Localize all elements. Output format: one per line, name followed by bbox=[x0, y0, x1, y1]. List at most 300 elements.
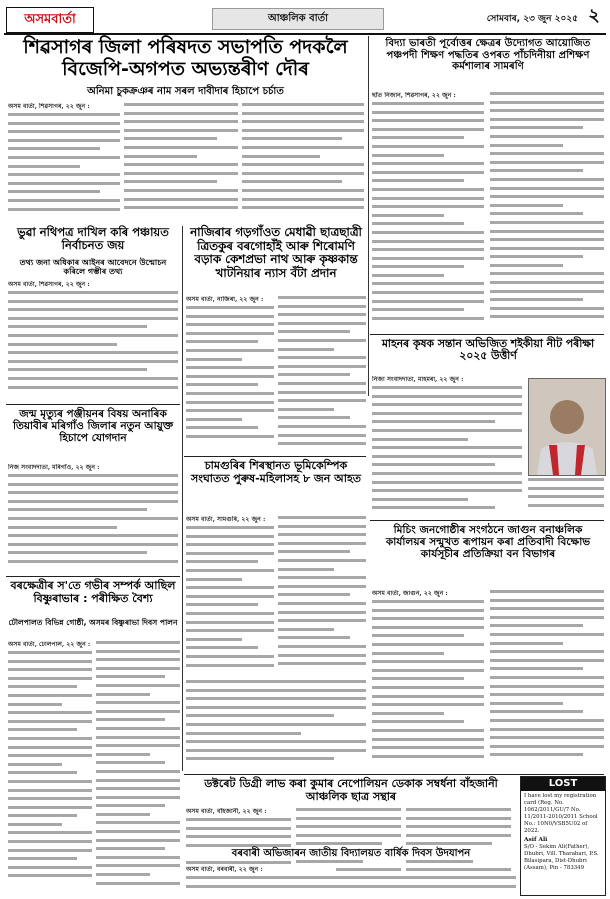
text-line bbox=[372, 205, 484, 208]
text-line bbox=[242, 112, 364, 115]
text-line bbox=[490, 728, 604, 731]
text-line bbox=[372, 412, 522, 415]
text-line bbox=[186, 697, 366, 700]
text-line bbox=[278, 365, 366, 368]
text-line bbox=[490, 650, 604, 653]
text-line bbox=[8, 182, 120, 185]
text-line bbox=[124, 172, 238, 175]
text-line bbox=[278, 313, 366, 316]
text-line bbox=[8, 677, 92, 680]
text-line bbox=[186, 569, 274, 572]
text-line bbox=[8, 660, 92, 663]
text-line bbox=[296, 817, 401, 820]
text-line bbox=[406, 860, 473, 863]
samaguri-clash-headline: চামগুৰিৰ শিৰস্থানত ভূমিকেম্পিক সংঘাতত পুৰুষ-মহিলাসহ ৮ জন আহত bbox=[190, 459, 362, 485]
section-banner: আঞ্চলিক বাৰ্তা bbox=[212, 8, 384, 30]
text-line bbox=[124, 198, 238, 201]
text-line bbox=[490, 685, 604, 688]
text-line bbox=[186, 552, 274, 555]
text-line bbox=[186, 844, 291, 847]
text-line bbox=[8, 534, 178, 537]
text-line bbox=[8, 849, 92, 852]
text-line bbox=[124, 120, 238, 123]
text-line bbox=[490, 616, 604, 619]
text-line bbox=[186, 876, 516, 879]
rule bbox=[370, 334, 604, 335]
text-line bbox=[186, 578, 242, 581]
text-line bbox=[186, 586, 274, 589]
text-line bbox=[372, 609, 484, 612]
text-line bbox=[490, 230, 604, 233]
text-line bbox=[490, 719, 604, 722]
text-line bbox=[490, 92, 604, 95]
school-day-body bbox=[186, 876, 516, 894]
text-line bbox=[278, 434, 366, 437]
text-line bbox=[490, 290, 604, 293]
text-line bbox=[186, 595, 274, 598]
text-line bbox=[96, 667, 180, 670]
text-line bbox=[8, 500, 178, 503]
text-line bbox=[8, 113, 120, 116]
text-line bbox=[186, 740, 366, 743]
text-line bbox=[186, 646, 258, 649]
text-line bbox=[490, 590, 604, 593]
text-line bbox=[8, 711, 92, 714]
text-line bbox=[372, 136, 464, 139]
text-line bbox=[8, 377, 178, 380]
bishnu-rabha-body-col2 bbox=[96, 641, 180, 891]
portrait-photo bbox=[528, 378, 606, 476]
fake-documents-dateline: অসম বাৰ্তা, শিৱসাগৰ, ২২ জুন : bbox=[8, 281, 90, 288]
samaguri-clash-body-col1 bbox=[186, 526, 274, 676]
text-line bbox=[278, 645, 366, 648]
text-line bbox=[372, 102, 484, 105]
text-line bbox=[242, 120, 364, 123]
text-line bbox=[278, 339, 366, 342]
text-line bbox=[186, 535, 274, 538]
lost-notice bbox=[520, 776, 606, 896]
text-line bbox=[406, 834, 511, 837]
text-line bbox=[372, 438, 468, 441]
text-line bbox=[96, 830, 180, 833]
text-line bbox=[372, 652, 444, 655]
text-line bbox=[490, 307, 604, 310]
text-line bbox=[8, 728, 77, 731]
text-line bbox=[96, 873, 150, 876]
text-line bbox=[96, 864, 180, 867]
text-line bbox=[96, 770, 180, 773]
text-line bbox=[186, 714, 334, 717]
bishnu-rabha-headline: বৰক্ষেত্ৰীৰ স'তে গভীৰ সম্পৰ্ক আছিল বিষ্ণুৰাভাৰ : পৰীক্ষিত বৈশ্য bbox=[10, 579, 176, 605]
text-line bbox=[186, 680, 366, 683]
lead-dateline: অসম বাৰ্তা, শিৱসাগৰ, ২২ জুন : bbox=[8, 103, 90, 110]
text-line bbox=[8, 130, 120, 133]
text-line bbox=[372, 300, 484, 303]
text-line bbox=[372, 128, 484, 131]
school-day-dateline: অসম বাৰ্তা, বৰবাৰী, ২২ জুন : bbox=[186, 866, 336, 875]
text-line bbox=[490, 736, 604, 739]
text-line bbox=[278, 662, 366, 665]
text-line bbox=[8, 334, 178, 337]
lost-notice-body: I have lost my registration card (Reg. No. 1062/2011/GU/7 No. 11/2011-2010/2011 School No.: 10N0/VSB5U02 of 2022. bbox=[524, 793, 598, 834]
birth-death-dateline: নিজ সংবাদদাতা, মৰিগাঁও, ২২ জুন : bbox=[8, 464, 100, 471]
text-line bbox=[490, 118, 604, 121]
text-line bbox=[278, 559, 366, 562]
text-line bbox=[296, 825, 401, 828]
text-line bbox=[372, 420, 495, 423]
text-line bbox=[278, 348, 334, 351]
text-line bbox=[372, 111, 484, 114]
text-line bbox=[296, 860, 363, 863]
text-line bbox=[186, 366, 274, 369]
bishnu-rabha-subhead: ঢৌলপালত বিভিন্ন গোষ্ঠী, অসমৰ বিষ্ণুৰাভা দিবস পালন bbox=[8, 618, 178, 627]
text-line bbox=[490, 238, 604, 241]
vidya-bharati-headline: বিদ্যা ভাৰতী পূৰ্বোত্তৰ ক্ষেত্ৰৰ উদ্যোগত আয়োজিত পঞ্চপদী শিক্ষণ পদ্ধতিৰ ওপৰত পাঁচদিনীয়া প্ৰশিক্ষণ কৰ্মশালাৰ সামৰণি bbox=[385, 38, 591, 73]
text-line bbox=[372, 677, 464, 680]
text-line bbox=[124, 146, 238, 149]
rule bbox=[6, 576, 180, 577]
neet-dateline: নিজা সংবাদদাতা, মাহমৰা, ২২ জুন : bbox=[372, 376, 464, 383]
text-line bbox=[186, 689, 366, 692]
text-line bbox=[490, 298, 583, 301]
text-line bbox=[186, 358, 242, 361]
text-line bbox=[96, 701, 180, 704]
text-line bbox=[278, 525, 366, 528]
text-line bbox=[372, 317, 484, 320]
lost-notice-name: Asif Ali bbox=[524, 837, 548, 843]
text-line bbox=[8, 694, 92, 697]
column-rule bbox=[368, 36, 369, 396]
text-line bbox=[186, 332, 274, 335]
text-line bbox=[8, 543, 178, 546]
text-line bbox=[490, 676, 604, 679]
text-line bbox=[372, 308, 464, 311]
text-line bbox=[372, 729, 484, 732]
text-line bbox=[278, 382, 366, 385]
text-line bbox=[96, 641, 180, 644]
text-line bbox=[372, 489, 522, 492]
text-line bbox=[372, 738, 484, 741]
text-line bbox=[96, 727, 180, 730]
text-line bbox=[372, 720, 464, 723]
text-line bbox=[490, 599, 604, 602]
text-line bbox=[406, 817, 511, 820]
text-line bbox=[8, 173, 120, 176]
text-line bbox=[372, 291, 484, 294]
text-line bbox=[490, 272, 604, 275]
text-line bbox=[124, 112, 238, 115]
text-line bbox=[278, 533, 366, 536]
text-line bbox=[372, 446, 522, 449]
text-line bbox=[8, 840, 92, 843]
text-line bbox=[8, 720, 92, 723]
text-line bbox=[96, 718, 165, 721]
text-line bbox=[372, 498, 468, 501]
text-line bbox=[186, 409, 274, 412]
text-line bbox=[8, 325, 147, 328]
text-line bbox=[8, 823, 62, 826]
text-line bbox=[490, 633, 604, 636]
text-line bbox=[186, 827, 291, 830]
text-line bbox=[8, 208, 120, 211]
lead-body-col1 bbox=[8, 113, 120, 223]
text-line bbox=[124, 163, 238, 166]
text-line bbox=[372, 171, 484, 174]
text-line bbox=[372, 634, 464, 637]
text-line bbox=[490, 144, 563, 147]
text-line bbox=[278, 593, 350, 596]
text-line bbox=[124, 189, 238, 192]
text-line bbox=[490, 702, 563, 705]
lost-notice-title: LOST bbox=[521, 777, 605, 791]
text-line bbox=[278, 576, 366, 579]
text-line bbox=[96, 710, 180, 713]
text-line bbox=[8, 771, 77, 774]
text-line bbox=[528, 495, 604, 498]
text-line bbox=[372, 162, 484, 165]
text-line bbox=[372, 222, 464, 225]
text-line bbox=[490, 212, 583, 215]
text-line bbox=[96, 761, 165, 764]
text-line bbox=[490, 281, 604, 284]
text-line bbox=[490, 659, 604, 662]
school-day-headline: বৰবাৰী অভিজাৰন জাতীয় বিদ্যালয়ত বাৰ্ষিক দিবস উদযাপন bbox=[186, 848, 516, 860]
text-line bbox=[372, 403, 522, 406]
text-line bbox=[490, 161, 604, 164]
text-line bbox=[278, 602, 366, 605]
text-line bbox=[8, 560, 178, 563]
text-line bbox=[490, 247, 604, 250]
missing-protest-body-col2 bbox=[490, 590, 604, 770]
text-line bbox=[528, 487, 604, 490]
text-line bbox=[372, 282, 484, 285]
vidya-bharati-body-col2 bbox=[490, 92, 604, 332]
text-line bbox=[96, 693, 150, 696]
text-line bbox=[8, 763, 62, 766]
nazira-award-dateline: অসম বাৰ্তা, নাজিৰা, ২২ জুন : bbox=[186, 296, 264, 303]
text-line bbox=[278, 542, 366, 545]
text-line bbox=[490, 109, 604, 112]
neet-body-lower bbox=[528, 478, 604, 516]
text-line bbox=[8, 703, 62, 706]
doctorate-felicitation-dateline: অসম বাৰ্তা, বাঁহজানী, ২২ জুন : bbox=[186, 808, 267, 815]
text-line bbox=[278, 628, 334, 631]
text-line bbox=[372, 506, 495, 509]
text-line bbox=[372, 617, 484, 620]
text-line bbox=[8, 308, 178, 311]
text-line bbox=[96, 736, 180, 739]
text-line bbox=[490, 607, 604, 610]
column-rule bbox=[182, 226, 183, 771]
text-line bbox=[372, 197, 484, 200]
text-line bbox=[186, 526, 274, 529]
text-line bbox=[186, 543, 274, 546]
text-line bbox=[372, 265, 464, 268]
text-line bbox=[372, 472, 522, 475]
text-line bbox=[490, 195, 604, 198]
text-line bbox=[96, 804, 165, 807]
text-line bbox=[278, 296, 366, 299]
text-line bbox=[406, 825, 511, 828]
text-line bbox=[278, 391, 366, 394]
issue-date: সোমবাৰ, ২৩ জুন ২০২৫ bbox=[486, 14, 578, 24]
text-line bbox=[186, 723, 366, 726]
nazira-award-headline: নাজিৰাৰ গড়গাঁওত মেধাৱী ছাত্ৰছাত্ৰী ত্ৰিতকুৰ বৰগোহাঁই আৰু শিৰোমণি বড়াক কেশপ্ৰভা নাথ আৰু কৃষ্ণকান্ত খাটনিয়াৰ ন্যাস বঁটা প্ৰদান bbox=[190, 225, 362, 280]
text-line bbox=[278, 611, 366, 614]
text-line bbox=[8, 199, 120, 202]
text-line bbox=[372, 257, 484, 260]
text-line bbox=[372, 643, 484, 646]
text-line bbox=[8, 474, 178, 477]
text-line bbox=[372, 703, 484, 706]
text-line bbox=[242, 172, 364, 175]
text-line bbox=[372, 660, 484, 663]
text-line bbox=[8, 517, 178, 520]
text-line bbox=[8, 746, 92, 749]
text-line bbox=[8, 368, 147, 371]
text-line bbox=[296, 834, 401, 837]
text-line bbox=[242, 163, 364, 166]
text-line bbox=[278, 516, 366, 519]
text-line bbox=[372, 231, 484, 234]
samaguri-clash-dateline: অসম বাৰ্তা, সামগুৰি, ২২ জুন : bbox=[186, 516, 266, 523]
text-line bbox=[96, 796, 180, 799]
text-line bbox=[96, 847, 165, 850]
text-line bbox=[186, 638, 242, 641]
text-line bbox=[490, 152, 604, 155]
text-line bbox=[490, 693, 604, 696]
text-line bbox=[96, 821, 180, 824]
bishnu-rabha-body-col3 bbox=[186, 680, 366, 770]
text-line bbox=[490, 667, 583, 670]
text-line bbox=[242, 103, 364, 106]
text-line bbox=[124, 129, 238, 132]
text-line bbox=[278, 550, 350, 553]
text-line bbox=[186, 732, 301, 735]
neet-body bbox=[372, 386, 522, 516]
text-line bbox=[490, 255, 583, 258]
text-line bbox=[372, 626, 484, 629]
bishnu-rabha-body-col1 bbox=[8, 651, 92, 891]
lead-subhead: অনিমা চুকক্ৰঞৰ নাম সৰল দাবীদাৰ হিচাপে চৰ্চাত bbox=[87, 86, 284, 97]
vidya-bharati-body-col1 bbox=[372, 102, 484, 332]
text-line bbox=[8, 139, 120, 142]
text-line bbox=[96, 839, 180, 842]
text-line bbox=[186, 383, 258, 386]
text-line bbox=[490, 169, 583, 172]
text-line bbox=[296, 808, 401, 811]
doctorate-felicitation-headline: ডক্টৰেট ডিগ্ৰী লাভ কৰা কুমাৰ নেপোলিয়ন ডেকাক সম্বৰ্ধনা বাঁহজানী আঞ্চলিক ছাত্ৰ সন্থাৰ bbox=[204, 777, 498, 803]
text-line bbox=[124, 180, 217, 183]
text-line bbox=[186, 375, 274, 378]
text-line bbox=[8, 874, 92, 877]
text-line bbox=[186, 426, 258, 429]
text-line bbox=[278, 330, 350, 333]
text-line bbox=[186, 818, 291, 821]
text-line bbox=[8, 806, 92, 809]
text-line bbox=[8, 754, 92, 757]
text-line bbox=[8, 780, 92, 783]
text-line bbox=[8, 668, 92, 671]
text-line bbox=[186, 340, 258, 343]
text-line bbox=[372, 188, 484, 191]
text-line bbox=[96, 753, 150, 756]
text-line bbox=[278, 425, 366, 428]
text-line bbox=[242, 146, 364, 149]
masthead-logo: অসমবাৰ্তা bbox=[6, 7, 94, 33]
text-line bbox=[490, 221, 604, 224]
text-line bbox=[124, 155, 197, 158]
text-line bbox=[186, 655, 274, 658]
text-line bbox=[8, 190, 100, 193]
text-line bbox=[372, 481, 522, 484]
text-line bbox=[8, 814, 77, 817]
text-line bbox=[96, 744, 180, 747]
nazira-award-body-col2 bbox=[278, 296, 366, 452]
text-line bbox=[372, 600, 484, 603]
text-line bbox=[372, 214, 444, 217]
text-line bbox=[406, 868, 511, 871]
text-line bbox=[528, 478, 604, 481]
text-line bbox=[372, 119, 484, 122]
text-line bbox=[490, 135, 604, 138]
text-line bbox=[490, 204, 563, 207]
text-line bbox=[406, 808, 511, 811]
text-line bbox=[372, 669, 484, 672]
fake-documents-subhead: তথ্য জনা অধিকাৰ আইনৰ আবেদনে উন্মোচন কৰিলে গম্ভীৰ তথ্য bbox=[19, 258, 167, 277]
text-line bbox=[372, 145, 484, 148]
text-line bbox=[242, 137, 342, 140]
text-line bbox=[242, 198, 364, 201]
text-line bbox=[8, 789, 92, 792]
birth-death-body bbox=[8, 474, 178, 572]
text-line bbox=[186, 629, 274, 632]
header-rule bbox=[4, 33, 606, 35]
bishnu-rabha-dateline: অসম বাৰ্তা, ঢোলপাল, ২২ জুন : bbox=[8, 641, 91, 648]
text-line bbox=[8, 122, 120, 125]
text-line bbox=[242, 155, 320, 158]
text-line bbox=[528, 504, 604, 507]
text-line bbox=[8, 551, 147, 554]
lost-notice-address: S/O - Sekim Ali(Father), Dhubri, Vill. Tharabari, P.S. Bilasipara, Dist-Dhubri (Assam), Pin - 783349 bbox=[524, 844, 599, 871]
text-line bbox=[124, 103, 238, 106]
text-line bbox=[186, 306, 274, 309]
text-line bbox=[490, 642, 563, 645]
rule bbox=[184, 774, 604, 775]
text-line bbox=[372, 248, 484, 251]
text-line bbox=[490, 624, 583, 627]
fake-documents-body bbox=[8, 291, 178, 401]
text-line bbox=[490, 126, 583, 129]
text-line bbox=[186, 861, 291, 864]
text-line bbox=[372, 154, 444, 157]
text-line bbox=[278, 585, 366, 588]
text-line bbox=[242, 189, 364, 192]
rule bbox=[184, 456, 366, 457]
text-line bbox=[372, 455, 522, 458]
text-line bbox=[186, 418, 242, 421]
text-line bbox=[8, 857, 77, 860]
text-line bbox=[278, 408, 334, 411]
text-line bbox=[8, 866, 92, 869]
text-line bbox=[186, 323, 274, 326]
text-line bbox=[372, 386, 522, 389]
text-line bbox=[242, 129, 364, 132]
nazira-award-body-col1 bbox=[186, 306, 274, 452]
text-line bbox=[186, 757, 334, 760]
text-line bbox=[8, 685, 77, 688]
text-line bbox=[96, 856, 180, 859]
